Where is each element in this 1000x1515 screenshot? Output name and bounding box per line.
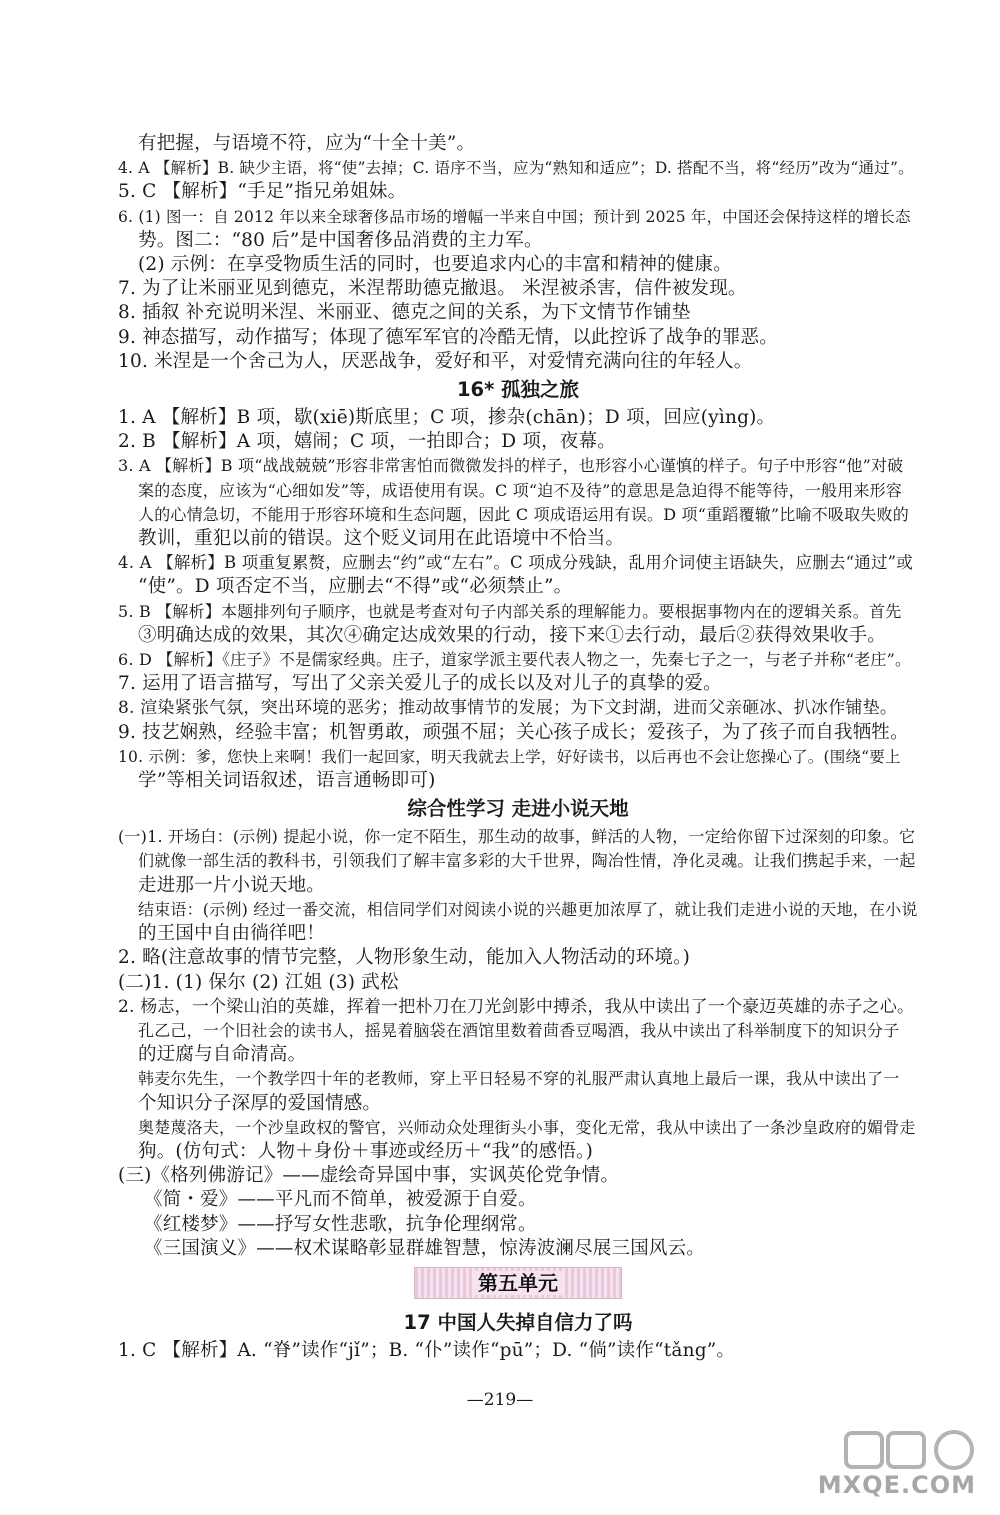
answer-line: 奥楚蔑洛夫，一个沙皇政权的警官，兴师动众处理街头小事，变化无常，我从中读出了一条沙皇政府的媚骨走 — [138, 1117, 916, 1137]
answer-line: 2. 略(注意故事的情节完整，人物形象生动，能加入人物活动的环境。) — [118, 947, 691, 969]
answer-line: 2. B 【解析】A 项，嬉闹；C 项，一拍即合；D 项，夜幕。 — [118, 431, 616, 453]
answer-line: 5. C 【解析】“手足”指兄弟姐妹。 — [118, 181, 407, 203]
unit-banner-box — [414, 1267, 622, 1299]
unit-banner — [118, 1267, 918, 1307]
answer-line: 狗。(仿句式：人物＋身份＋事迹或经历＋“我”的感悟。) — [138, 1140, 594, 1162]
answer-line: 7. 为了让米丽亚见到德克，米涅帮助德克撤退。 米涅被杀害，信件被发现。 — [118, 278, 747, 300]
answer-line: (三)《格列佛游记》——虚绘奇异国中事，实讽英伦党争情。 — [118, 1165, 620, 1187]
answer-line: 走进那一片小说天地。 — [138, 874, 326, 896]
answer-line: 10. 米涅是一个舍己为人，厌恶战争，爱好和平，对爱情充满向往的年轻人。 — [118, 350, 753, 372]
page-content — [118, 132, 918, 1363]
answer-line: 教训，重犯以前的错误。这个贬义词用在此语境中不恰当。 — [138, 528, 625, 550]
answer-line: 人的心情急切，不能用于形容环境和生态问题，因此 C 项成语运用有误。D 项“重蹈覆辙”比喻不吸取失败的 — [138, 504, 909, 524]
unit-banner-label: 第五单元 — [472, 1271, 564, 1295]
answer-line: 6. D 【解析】《庄子》不是儒家经典。庄子，道家学派主要代表人物之一，先秦七子之一，与老子并称“老庄”。 — [118, 650, 912, 670]
answer-line: 10. 示例：爹，您快上来啊！我们一起回家，明天我就去上学，好好读书，以后再也不会让您操心了。(围绕“要上 — [118, 747, 901, 766]
lesson-17-heading: 17 中国人失掉自信力了吗 — [403, 1310, 633, 1334]
answer-line: (一)1. 开场白：(示例) 提起小说，你一定不陌生，那生动的故事，鲜活的人物，一定给你留下过深刻的印象。它 — [118, 827, 916, 847]
answer-line: 的迂腐与自命清高。 — [138, 1044, 307, 1066]
answer-line: 的王国中自由徜徉吧！ — [138, 923, 326, 945]
answer-line: 《三国演义》——权术谋略彰显群雄智慧，惊涛波澜尽展三国风云。 — [144, 1237, 706, 1259]
answer-line: 学”等相关词语叙述，语言通畅即可) — [138, 770, 436, 792]
watermark-text: MXQE.COM — [817, 1471, 976, 1499]
answer-line: 9. 神态描写，动作描写；体现了德军军官的冷酷无情，以此控诉了战争的罪恶。 — [118, 326, 778, 348]
answer-line: 3. A 【解析】B 项“战战兢兢”形容非常害怕而微微发抖的样子，也形容小心谨慎的样子。句子中形容“他”对破 — [118, 456, 904, 476]
section-comprehensive-answers — [118, 825, 918, 1261]
answer-line: 案的态度，应该为“心细如发”等，成语使用有误。C 项“迫不及待”的意思是急迫得不能等待，一般用来形容 — [138, 480, 903, 500]
section-lesson16-answers — [118, 406, 918, 793]
comprehensive-study-heading: 综合性学习 走进小说天地 — [407, 797, 629, 821]
answer-line: 孔乙己，一个旧社会的读书人，摇晃着脑袋在酒馆里数着茴香豆喝酒，我从中读出了科举制度下的知识分子 — [138, 1020, 900, 1040]
answer-line: (二)1. (1) 保尔 (2) 江姐 (3) 武松 — [118, 971, 399, 993]
answer-line: “使”。D 项否定不当，应删去“不得”或“必须禁止”。 — [138, 576, 573, 598]
lesson-16-heading: 16* 孤独之旅 — [456, 378, 580, 402]
answer-line: 8. 渲染紧张气氛，突出环境的恶劣；推动故事情节的发展；为下文封湖，进而父亲砸冰、扒冰作铺垫。 — [118, 698, 898, 719]
answer-line: 5. B 【解析】本题排列句子顺序，也就是考查对句子内部关系的理解能力。要根据事物内在的逻辑关系。首先 — [118, 601, 902, 621]
answer-line: 6. (1) 图一：自 2012 年以来全球奢侈品市场的增幅一半来自中国；预计到 2025 年，中国还会保持这样的增长态 — [118, 207, 911, 226]
answer-line: 1. C 【解析】A. “脊”读作“jǐ”；B. “仆”读作“pū”；D. “倘”读作“tǎng”。 — [118, 1339, 736, 1361]
answer-line: 2. 杨志，一个梁山泊的英雄，挥着一把朴刀在刀光剑影中搏杀，我从中读出了一个豪迈英雄的赤子之心。 — [118, 996, 915, 1017]
answer-line: (2) 示例：在享受物质生活的同时，也要追求内心的丰富和精神的健康。 — [138, 254, 732, 276]
page-number: —219— — [466, 1390, 534, 1410]
answer-line: 8. 插叙 补充说明米涅、米丽亚、德克之间的关系，为下文情节作铺垫 — [118, 302, 691, 324]
answer-line: 势。图二：“80 后”是中国奢侈品消费的主力军。 — [138, 229, 543, 251]
answer-line: 1. A 【解析】B 项，歇(xiē)斯底里；C 项，掺杂(chān)；D 项，回应(yìng)。 — [118, 407, 776, 429]
section-lesson15-answers — [118, 132, 918, 374]
watermark-logo — [817, 1427, 986, 1505]
answer-line: 9. 技艺娴熟，经验丰富；机智勇敢，顽强不屈；关心孩子成长；爱孩子，为了孩子而自我牺牲。 — [118, 721, 909, 743]
answer-line: 4. A 【解析】B 项重复累赘，应删去“约”或“左右”。C 项成分残缺，乱用介词使主语缺失，应删去“通过”或 — [118, 553, 913, 573]
section-lesson17-answers — [118, 1339, 918, 1363]
answer-line: ③明确达成的效果，其次④确定达成效果的行动，接下来①去行动，最后②获得效果收手。 — [138, 624, 887, 646]
answer-line: 结束语：(示例) 经过一番交流，相信同学们对阅读小说的兴趣更加浓厚了，就让我们走进小说的天地，在小说 — [138, 899, 918, 919]
answer-line: 7. 运用了语言描写，写出了父亲关爱儿子的成长以及对儿子的真挚的爱。 — [118, 673, 722, 695]
answer-line: 4. A 【解析】B. 缺少主语，将“使”去掉；C. 语序不当，应为“熟知和适应”；D. 搭配不当，将“经历”改为“通过”。 — [118, 159, 914, 178]
answer-line: 们就像一部生活的教科书，引领我们了解丰富多彩的大千世界，陶冶性情，净化灵魂。让我们携起手来，一起 — [138, 851, 916, 871]
answer-line: 个知识分子深厚的爱国情感。 — [138, 1092, 382, 1114]
answer-line: 《红楼梦》——抒写女性悲歌，抗争伦理纲常。 — [144, 1213, 537, 1235]
answer-line: 有把握，与语境不符，应为“十全十美”。 — [138, 133, 476, 154]
answer-line: 《简・爱》——平凡而不简单，被爱源于自爱。 — [144, 1189, 537, 1211]
answer-line: 韩麦尔先生，一个教学四十年的老教师，穿上平日轻易不穿的礼服严肃认真地上最后一课，我从中读出了一 — [138, 1069, 900, 1089]
